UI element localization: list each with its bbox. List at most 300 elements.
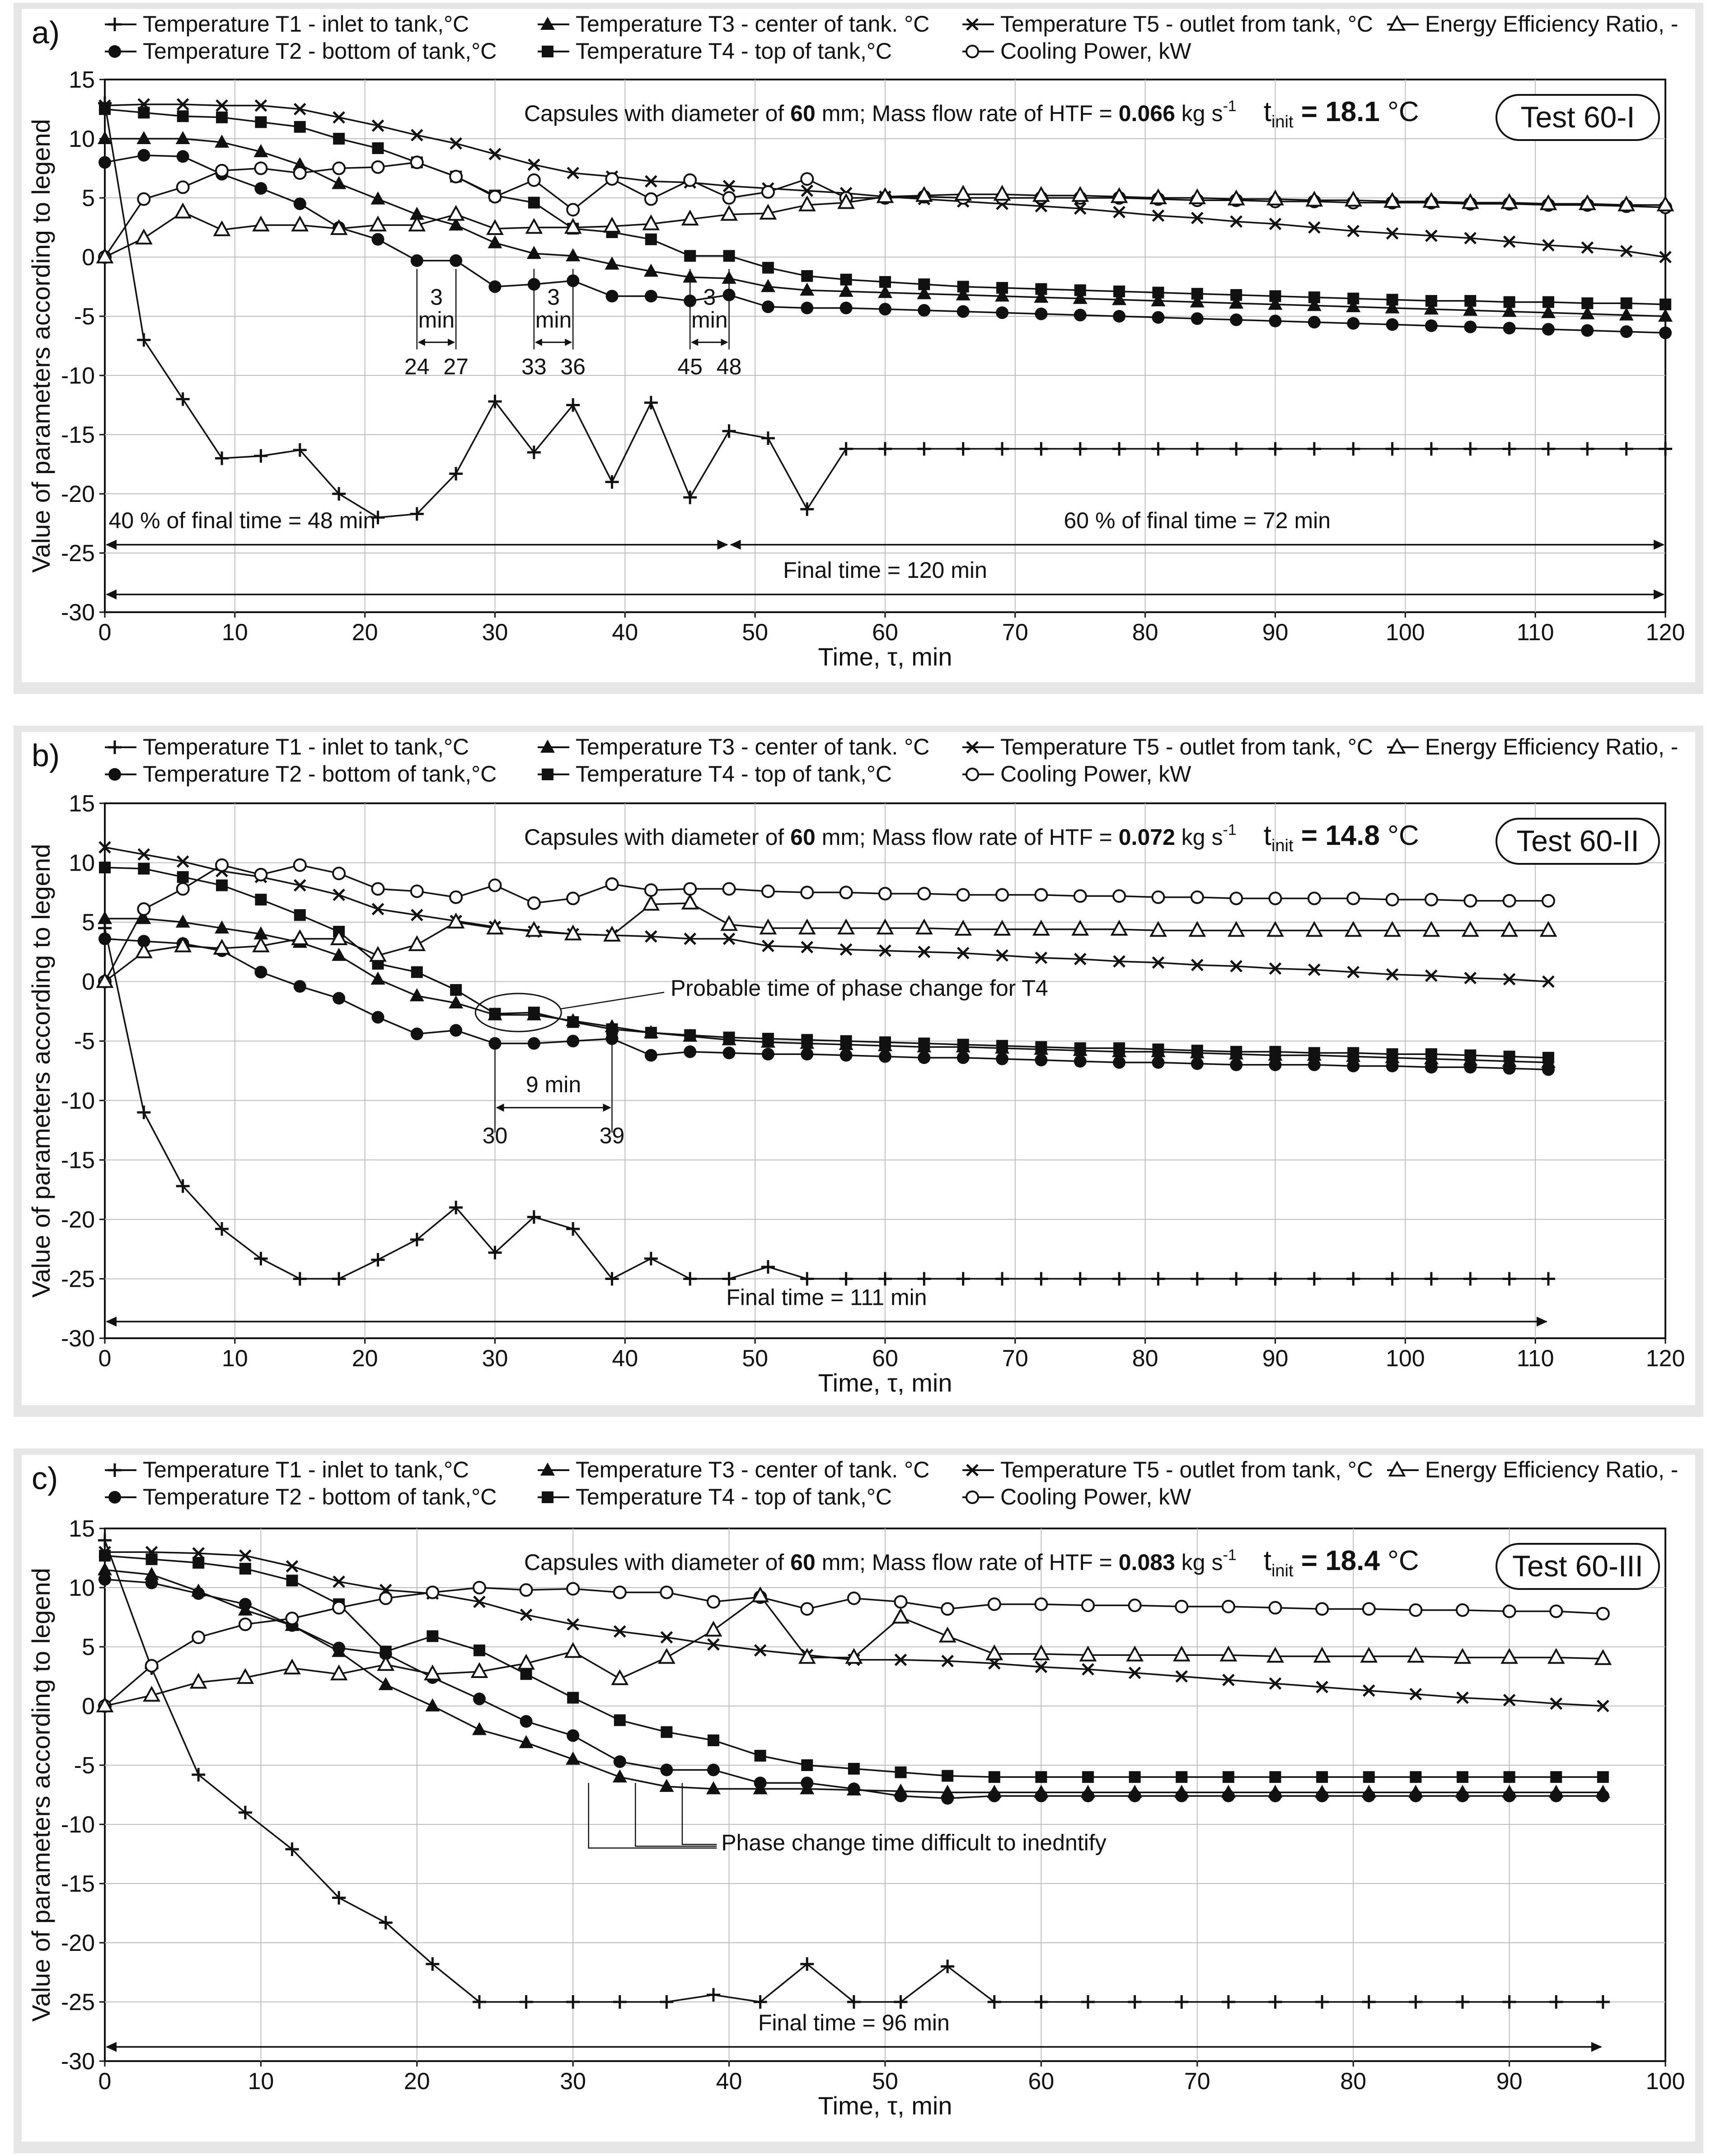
phase-mark-value: 3 — [430, 284, 443, 310]
data-point — [1316, 1771, 1328, 1783]
data-point — [708, 1596, 719, 1608]
data-point — [957, 889, 969, 901]
data-point — [1191, 1045, 1203, 1056]
y-axis-label: Value of parameters according to legend — [27, 119, 55, 573]
x-tick-label: 40 — [716, 2068, 742, 2095]
data-point — [606, 290, 619, 302]
data-point — [645, 1049, 657, 1062]
data-point — [1597, 1608, 1609, 1620]
data-point — [614, 1755, 626, 1768]
data-point — [371, 1011, 384, 1024]
x-tick-label: 50 — [742, 619, 769, 646]
data-point — [1464, 1050, 1476, 1061]
legend-label: Energy Efficiency Ratio, - — [1425, 734, 1678, 759]
data-point — [660, 1763, 673, 1776]
panel-label: b) — [32, 738, 60, 773]
data-point — [801, 1048, 813, 1060]
data-point — [1621, 297, 1632, 309]
info-v2: 0.083 — [1118, 1550, 1175, 1575]
data-point — [1035, 1771, 1047, 1783]
data-point — [1425, 894, 1437, 905]
data-point — [645, 1027, 657, 1039]
data-point — [645, 234, 657, 245]
data-point — [1113, 310, 1125, 323]
data-point — [1425, 319, 1438, 332]
data-point — [996, 889, 1008, 901]
data-point — [840, 886, 852, 898]
x-tick-label: 90 — [1496, 2068, 1523, 2095]
data-point — [1074, 890, 1086, 902]
data-point — [1543, 296, 1554, 308]
x-tick-label: 90 — [1262, 1345, 1289, 1372]
legend-entry — [538, 1484, 892, 1509]
data-point — [918, 1037, 930, 1049]
legend-entry — [538, 1457, 929, 1482]
data-point — [723, 250, 735, 262]
data-point — [1129, 1599, 1141, 1611]
data-point — [1660, 299, 1671, 310]
y-tick-label: 15 — [69, 791, 95, 817]
data-point — [1464, 895, 1476, 907]
data-point — [840, 302, 853, 314]
info-v1: 60 — [790, 825, 816, 850]
data-point — [684, 1029, 696, 1041]
data-point — [137, 149, 150, 162]
x-tick-label: 60 — [872, 619, 898, 646]
data-point — [645, 884, 657, 896]
data-point — [801, 1759, 813, 1771]
data-point — [1504, 895, 1515, 907]
data-point — [848, 1763, 860, 1775]
data-point — [1550, 1771, 1562, 1783]
data-point — [879, 276, 891, 288]
data-point — [1223, 1601, 1234, 1612]
chart-panel — [14, 3, 1703, 694]
x-tick-label: 120 — [1646, 619, 1685, 646]
info-t3: kg s — [1175, 101, 1223, 126]
y-tick-label: -25 — [61, 1989, 95, 2015]
data-point — [1387, 1048, 1398, 1060]
span-label: Final time = 96 min — [758, 2010, 950, 2035]
data-point — [996, 1040, 1008, 1052]
x-tick-label: 20 — [403, 2068, 430, 2095]
data-point — [333, 163, 345, 174]
data-point — [645, 290, 657, 302]
legend-entry — [962, 734, 1373, 759]
data-point — [942, 1603, 953, 1615]
data-point — [294, 859, 306, 871]
x-tick-label: 0 — [98, 1345, 112, 1372]
legend-entry — [1387, 734, 1678, 759]
y-tick-label: -5 — [74, 304, 95, 330]
data-point — [801, 886, 813, 898]
data-point — [474, 1582, 485, 1594]
data-point — [895, 1767, 907, 1778]
x-tick-label: 30 — [560, 2068, 586, 2095]
info-t5: init — [1271, 112, 1294, 131]
data-point — [918, 1051, 930, 1064]
info-v2: 0.072 — [1118, 825, 1175, 850]
callout-label: Probable time of phase change for T4 — [670, 975, 1048, 1001]
data-point — [489, 1008, 501, 1020]
data-point — [684, 883, 696, 895]
data-point — [1129, 1771, 1141, 1783]
data-point — [1270, 1602, 1281, 1614]
data-point — [1347, 317, 1360, 330]
info-t7: °C — [1379, 820, 1419, 851]
legend-label: Cooling Power, kW — [1000, 1484, 1191, 1509]
data-point — [450, 891, 462, 903]
info-t2: mm; Mass flow rate of HTF = — [815, 1550, 1119, 1575]
data-point — [1410, 1604, 1421, 1616]
legend-marker — [966, 769, 978, 780]
data-point — [879, 303, 891, 315]
data-point — [255, 163, 267, 174]
y-tick-label: -20 — [61, 1206, 95, 1233]
y-tick-label: -25 — [61, 1266, 95, 1293]
data-point — [216, 880, 228, 891]
data-point — [1223, 1771, 1234, 1783]
data-point — [1152, 1056, 1164, 1069]
data-point — [801, 1034, 813, 1046]
x-tick-label: 70 — [1184, 2068, 1210, 2095]
data-point — [567, 1035, 579, 1047]
x-tick-label: 0 — [98, 619, 112, 646]
data-point — [216, 112, 228, 123]
data-point — [1035, 283, 1047, 295]
info-v3: 18.1 — [1325, 96, 1380, 127]
x-tick-label: 20 — [352, 619, 378, 646]
legend-label: Temperature T5 - outlet from tank, °C — [1000, 11, 1373, 37]
data-point — [567, 1016, 579, 1028]
info-t5: init — [1271, 1561, 1294, 1580]
data-point — [380, 1593, 392, 1604]
data-point — [1035, 1598, 1047, 1610]
y-axis-label: Value of parameters according to legend — [27, 844, 55, 1298]
data-point — [1113, 1042, 1125, 1054]
data-point — [801, 1603, 813, 1615]
x-tick-label: 10 — [221, 1345, 248, 1372]
y-tick-label: -10 — [61, 363, 95, 389]
legend-label: Temperature T1 - inlet to tank,°C — [143, 734, 469, 759]
data-point — [879, 1050, 891, 1063]
data-point — [1457, 1771, 1468, 1783]
data-point — [520, 1584, 532, 1596]
y-tick-label: 10 — [69, 850, 95, 876]
data-point — [216, 859, 228, 871]
legend-marker — [966, 46, 978, 57]
data-point — [450, 984, 462, 996]
data-point — [606, 878, 618, 890]
data-point — [895, 1596, 907, 1608]
x-tick-label: 70 — [1002, 619, 1028, 646]
legend-label: Temperature T3 - center of tank. °C — [576, 11, 930, 37]
data-point — [255, 116, 267, 128]
data-point — [138, 903, 150, 915]
data-point — [1113, 286, 1125, 297]
legend-entry — [105, 38, 497, 64]
data-point — [1270, 1046, 1281, 1058]
x-tick-label: 10 — [221, 619, 248, 646]
data-point — [411, 254, 423, 267]
data-point — [1387, 294, 1398, 305]
data-point — [489, 191, 501, 202]
data-point — [755, 1750, 766, 1762]
data-point — [520, 1668, 532, 1680]
legend-marker — [542, 769, 553, 780]
data-point — [957, 305, 970, 318]
data-point — [473, 1692, 486, 1705]
info-t1: Capsules with diameter of — [524, 101, 791, 126]
phase-mark-from: 24 — [404, 354, 430, 380]
data-point — [1464, 295, 1476, 307]
data-point — [99, 862, 111, 873]
legend-entry — [1387, 11, 1678, 37]
data-point — [918, 278, 930, 290]
y-axis-label: Value of parameters according to legend — [27, 1568, 55, 2022]
data-point — [146, 1660, 158, 1672]
info-t7: °C — [1379, 96, 1419, 127]
phase-mark-to: 48 — [716, 354, 742, 380]
test-label: Test 60-II — [1516, 824, 1639, 858]
data-point — [723, 883, 735, 895]
data-point — [474, 1645, 485, 1656]
data-point — [528, 1007, 540, 1018]
data-point — [192, 1631, 204, 1643]
data-point — [996, 282, 1008, 294]
data-point — [177, 883, 189, 895]
data-point — [1504, 1050, 1515, 1062]
phase-mark-from: 33 — [521, 354, 547, 380]
data-point — [1308, 1047, 1320, 1059]
phase-mark-value: 3 — [547, 284, 560, 310]
data-point — [707, 1763, 720, 1776]
data-point — [372, 142, 384, 154]
y-tick-label: 10 — [69, 126, 95, 152]
legend-label: Temperature T4 - top of tank,°C — [576, 1484, 892, 1509]
data-point — [1074, 309, 1087, 321]
phase-mark-to: 27 — [443, 354, 469, 380]
x-axis-label: Time, τ, min — [818, 642, 952, 671]
x-tick-label: 0 — [98, 2068, 112, 2095]
data-point — [1581, 297, 1593, 309]
data-point — [1581, 324, 1594, 337]
data-point — [450, 254, 462, 267]
test-label: Test 60-III — [1512, 1549, 1643, 1583]
phase-mark-value: 3 — [703, 284, 716, 310]
x-tick-label: 80 — [1132, 1345, 1158, 1372]
data-point — [567, 1729, 579, 1742]
y-tick-label: -20 — [61, 481, 95, 507]
data-point — [1113, 890, 1125, 902]
span-label: Final time = 120 min — [783, 558, 987, 583]
y-tick-label: -15 — [61, 422, 95, 448]
y-tick-label: 5 — [82, 1634, 95, 1660]
phase-mark-to: 39 — [599, 1123, 625, 1148]
info-exponent: -1 — [1223, 98, 1237, 115]
data-point — [1504, 1771, 1515, 1783]
data-point — [645, 193, 657, 205]
data-point — [661, 1726, 672, 1738]
data-point — [1074, 1042, 1086, 1054]
data-point — [1074, 284, 1086, 296]
y-tick-label: -20 — [61, 1930, 95, 1956]
y-tick-label: -30 — [61, 1326, 95, 1352]
data-point — [762, 300, 774, 313]
legend-entry — [538, 11, 929, 37]
data-point — [567, 1583, 579, 1595]
data-point — [1504, 296, 1515, 308]
data-point — [1035, 1054, 1047, 1066]
x-tick-label: 10 — [248, 2068, 274, 2095]
data-point — [762, 1033, 774, 1045]
info-v1: 60 — [790, 1550, 816, 1575]
y-tick-label: -5 — [74, 1028, 95, 1055]
phase-mark-unit: min — [535, 307, 572, 333]
data-point — [427, 1586, 438, 1598]
data-point — [1503, 322, 1516, 334]
info-v3: 18.4 — [1325, 1545, 1380, 1576]
data-point — [1191, 1057, 1204, 1070]
data-point — [411, 886, 423, 897]
y-tick-label: 15 — [69, 1516, 95, 1542]
data-point — [98, 156, 111, 169]
data-point — [286, 1575, 298, 1586]
data-point — [528, 174, 540, 186]
data-point — [942, 1770, 953, 1782]
data-point — [98, 933, 111, 945]
data-point — [684, 174, 696, 186]
data-point — [762, 1048, 774, 1060]
data-point — [333, 1602, 345, 1614]
data-point — [661, 1586, 672, 1598]
data-point — [239, 1563, 251, 1575]
data-point — [1386, 318, 1399, 331]
data-point — [1270, 1771, 1281, 1783]
data-point — [528, 197, 540, 208]
y-tick-label: -10 — [61, 1812, 95, 1838]
phase-mark-from: 30 — [482, 1123, 508, 1148]
legend-entry — [538, 734, 929, 759]
y-tick-label: -10 — [61, 1087, 95, 1114]
legend-entry — [105, 11, 469, 37]
data-point — [1425, 1048, 1437, 1060]
data-point — [957, 1039, 969, 1050]
y-tick-label: 15 — [69, 67, 95, 93]
legend-label: Cooling Power, kW — [1000, 38, 1191, 64]
data-point — [333, 133, 345, 145]
data-point — [1270, 290, 1281, 302]
legend-label: Energy Efficiency Ratio, - — [1425, 11, 1678, 37]
data-point — [1347, 892, 1359, 904]
legend-label: Temperature T5 - outlet from tank, °C — [1000, 734, 1373, 759]
data-point — [684, 1045, 696, 1058]
data-point — [294, 909, 306, 921]
info-t6: = — [1293, 96, 1326, 127]
x-tick-label: 100 — [1385, 619, 1425, 646]
data-point — [606, 1023, 618, 1035]
data-point — [1269, 314, 1282, 327]
info-exponent: -1 — [1223, 1547, 1237, 1564]
legend-marker — [108, 45, 121, 58]
data-point — [286, 1612, 298, 1624]
legend-entry — [538, 38, 892, 64]
data-point — [254, 966, 267, 979]
data-point — [918, 888, 930, 900]
info-v3: 14.8 — [1325, 820, 1380, 851]
data-point — [1410, 1771, 1421, 1783]
data-point — [1316, 1603, 1328, 1615]
info-v2: 0.066 — [1118, 101, 1175, 126]
info-t3: kg s — [1175, 1550, 1223, 1575]
data-point — [450, 1024, 462, 1037]
phase-mark-value: 9 min — [525, 1072, 581, 1097]
panel-label: c) — [32, 1461, 58, 1496]
y-tick-label: -15 — [61, 1147, 95, 1174]
span-label: Final time = 111 min — [726, 1284, 927, 1310]
data-point — [1542, 323, 1555, 336]
info-t4: t — [1263, 1545, 1271, 1576]
test-label-box — [1496, 95, 1659, 140]
data-point — [840, 274, 852, 286]
legend-entry — [105, 734, 469, 759]
legend-marker — [966, 1491, 978, 1503]
data-point — [614, 1586, 626, 1598]
legend-label: Energy Efficiency Ratio, - — [1425, 1457, 1678, 1482]
data-point — [255, 894, 267, 905]
legend-marker — [108, 1491, 121, 1504]
data-point — [239, 1618, 251, 1630]
legend-marker — [108, 768, 121, 781]
x-tick-label: 30 — [482, 1345, 508, 1372]
x-tick-label: 100 — [1385, 1345, 1425, 1372]
info-t4: t — [1263, 820, 1271, 851]
data-point — [372, 161, 384, 173]
data-point — [1191, 312, 1204, 325]
y-tick-label: 0 — [82, 1693, 95, 1720]
x-tick-label: 50 — [872, 2068, 898, 2095]
data-point — [848, 1593, 860, 1604]
data-point — [1425, 295, 1437, 307]
data-point — [1387, 894, 1398, 905]
data-point — [489, 281, 502, 293]
data-point — [801, 270, 813, 282]
data-point — [520, 1715, 533, 1728]
data-point — [294, 980, 306, 993]
x-tick-label: 80 — [1132, 619, 1158, 646]
data-point — [918, 304, 930, 317]
data-point — [989, 1598, 1000, 1610]
y-tick-label: -15 — [61, 1871, 95, 1897]
data-point — [606, 173, 618, 185]
data-point — [177, 150, 189, 163]
data-point — [371, 233, 384, 246]
info-t5: init — [1271, 836, 1294, 855]
data-point — [1347, 1047, 1359, 1059]
y-tick-label: 10 — [69, 1575, 95, 1601]
legend-label: Temperature T1 - inlet to tank,°C — [143, 1457, 469, 1482]
x-tick-label: 50 — [742, 1345, 769, 1372]
y-tick-label: 5 — [82, 909, 95, 936]
data-point — [567, 1692, 579, 1704]
data-point — [1464, 321, 1477, 333]
info-t4: t — [1263, 96, 1271, 127]
data-point — [372, 883, 384, 895]
info-t2: mm; Mass flow rate of HTF = — [815, 101, 1119, 126]
legend-label: Temperature T2 - bottom of tank,°C — [143, 38, 497, 64]
data-point — [294, 197, 306, 210]
legend-label: Temperature T3 - center of tank. °C — [576, 1457, 930, 1482]
